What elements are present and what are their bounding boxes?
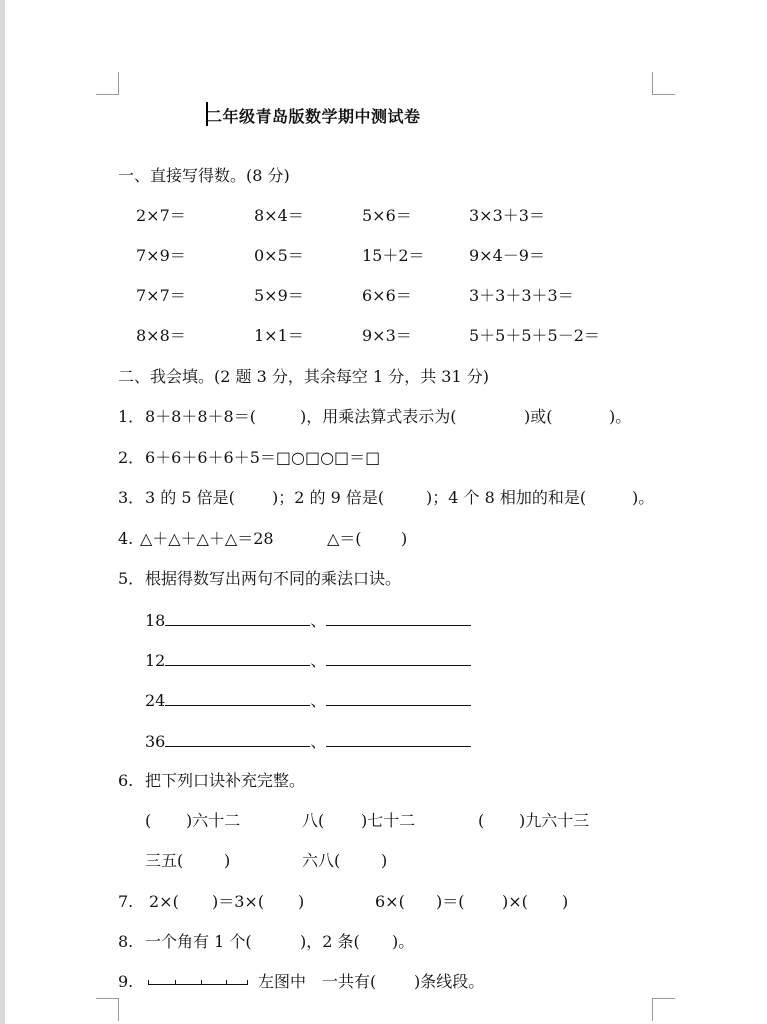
q6-blank-open: (	[145, 811, 152, 830]
calc-item: 3×3＋3＝	[469, 206, 545, 225]
q3-number: 3．	[118, 488, 145, 507]
answer-blank[interactable]	[326, 610, 471, 626]
q3-part-c: )；4 个 8 相加的和是(	[426, 488, 587, 507]
section1-heading: 一、直接写得数。(8 分)	[118, 166, 290, 185]
answer-blank[interactable]	[326, 650, 471, 666]
q8-part: 一个角有 1 个(	[145, 932, 252, 951]
q2-text: 6＋6＋6＋6＋5＝□○□○□＝□	[145, 448, 381, 467]
calc-item: 15＋2＝	[362, 246, 425, 265]
segment-point	[247, 980, 248, 985]
q4-answer-close: )	[401, 529, 408, 548]
q6-text: 把下列口诀补充完整。	[145, 771, 306, 790]
q8-part: )，2 条(	[300, 932, 360, 951]
q5-text: 根据得数写出两句不同的乘法口诀。	[145, 569, 402, 588]
q6-chant: )六十二	[186, 811, 241, 830]
calc-item: 7×9＝	[136, 246, 186, 265]
answer-blank[interactable]	[165, 650, 310, 666]
q9-part: 左图中	[258, 972, 307, 991]
calc-item: 9×3＝	[362, 326, 412, 345]
calc-item: 1×1＝	[254, 326, 304, 345]
q4-number: 4.	[118, 529, 134, 548]
calc-item: 6×6＝	[362, 286, 412, 305]
q9-part: 一共有(	[322, 972, 377, 991]
q6-chant: )七十二	[361, 811, 416, 830]
q6-blank-close: )	[381, 851, 388, 870]
q7-part: 2×(	[149, 892, 179, 911]
calc-item: 5×6＝	[362, 206, 412, 225]
q4-equation: △＋△＋△＋△＝28	[140, 529, 274, 548]
q9-part: )条线段。	[414, 972, 485, 991]
q5-number: 5．	[118, 569, 145, 588]
q1-part-b: )，用乘法算式表示为(	[300, 407, 457, 426]
q8-number: 8.	[118, 932, 134, 951]
page-left-edge	[0, 0, 5, 1024]
q5-separator: 、	[310, 651, 327, 670]
answer-blank[interactable]	[326, 690, 471, 706]
calc-item: 8×4＝	[254, 206, 304, 225]
crop-mark-bottom-right	[652, 998, 675, 1021]
answer-blank[interactable]	[165, 610, 310, 626]
q5-row	[145, 610, 471, 631]
q5-separator: 、	[310, 691, 327, 710]
q5-value: 36	[145, 732, 166, 751]
q4-answer-open: △＝(	[327, 529, 362, 548]
segment-point	[148, 980, 149, 985]
q8-part: )。	[392, 932, 415, 951]
q7-part: )＝(	[436, 892, 465, 911]
q6-blank-close: )	[224, 851, 231, 870]
q9-number: 9.	[118, 972, 134, 991]
q5-row	[145, 650, 471, 671]
q1-number: 1．	[118, 407, 145, 426]
calc-item: 7×7＝	[136, 286, 186, 305]
calc-item: 9×4－9＝	[469, 246, 545, 265]
segment-point	[226, 980, 227, 985]
q3-part-b: )；2 的 9 倍是(	[272, 488, 385, 507]
calc-item: 3＋3＋3＋3＝	[469, 286, 574, 305]
calc-item: 0×5＝	[254, 246, 304, 265]
calc-item: 8×8＝	[136, 326, 186, 345]
q3-part-a: 3 的 5 倍是(	[145, 488, 235, 507]
q5-row	[145, 731, 471, 752]
q7-number: 7.	[118, 892, 134, 911]
crop-mark-top-right	[652, 72, 675, 95]
q1-part-c: )或(	[524, 407, 553, 426]
q5-separator: 、	[310, 732, 327, 751]
q5-value: 18	[145, 611, 166, 630]
q5-value: 12	[145, 651, 166, 670]
q7-part: )	[298, 892, 305, 911]
q7-part: 6×(	[375, 892, 405, 911]
q7-part: )	[562, 892, 569, 911]
line-segment-figure	[148, 984, 248, 985]
q6-chant: 六八(	[302, 851, 341, 870]
q6-chant: 三五(	[145, 851, 184, 870]
calc-item: 5＋5＋5＋5－2＝	[469, 326, 600, 345]
page-title: 二年级青岛版数学期中测试卷	[206, 107, 421, 126]
crop-mark-top-left	[96, 72, 119, 95]
q6-chant: 八(	[302, 811, 325, 830]
crop-mark-bottom-left	[96, 998, 119, 1021]
q7-part: )×(	[502, 892, 528, 911]
q1-part-d: )。	[609, 407, 632, 426]
calc-item: 2×7＝	[136, 206, 186, 225]
answer-blank[interactable]	[165, 690, 310, 706]
q7-part: )＝3×(	[212, 892, 265, 911]
q5-row	[145, 690, 471, 711]
q2-number: 2．	[118, 448, 145, 467]
q6-blank-open: (	[478, 811, 485, 830]
q6-number: 6.	[118, 771, 134, 790]
calc-item: 5×9＝	[254, 286, 304, 305]
q1-part-a: 8＋8＋8＋8＝(	[145, 407, 256, 426]
answer-blank[interactable]	[165, 731, 310, 747]
q3-part-d: )。	[632, 488, 655, 507]
q5-value: 24	[145, 691, 166, 710]
q6-chant: )九六十三	[519, 811, 590, 830]
segment-point	[201, 980, 202, 985]
segment-point	[175, 980, 176, 985]
section2-heading: 二、我会填。(2 题 3 分，其余每空 1 分，共 31 分)	[118, 367, 489, 386]
answer-blank[interactable]	[326, 731, 471, 747]
q5-separator: 、	[310, 611, 327, 630]
